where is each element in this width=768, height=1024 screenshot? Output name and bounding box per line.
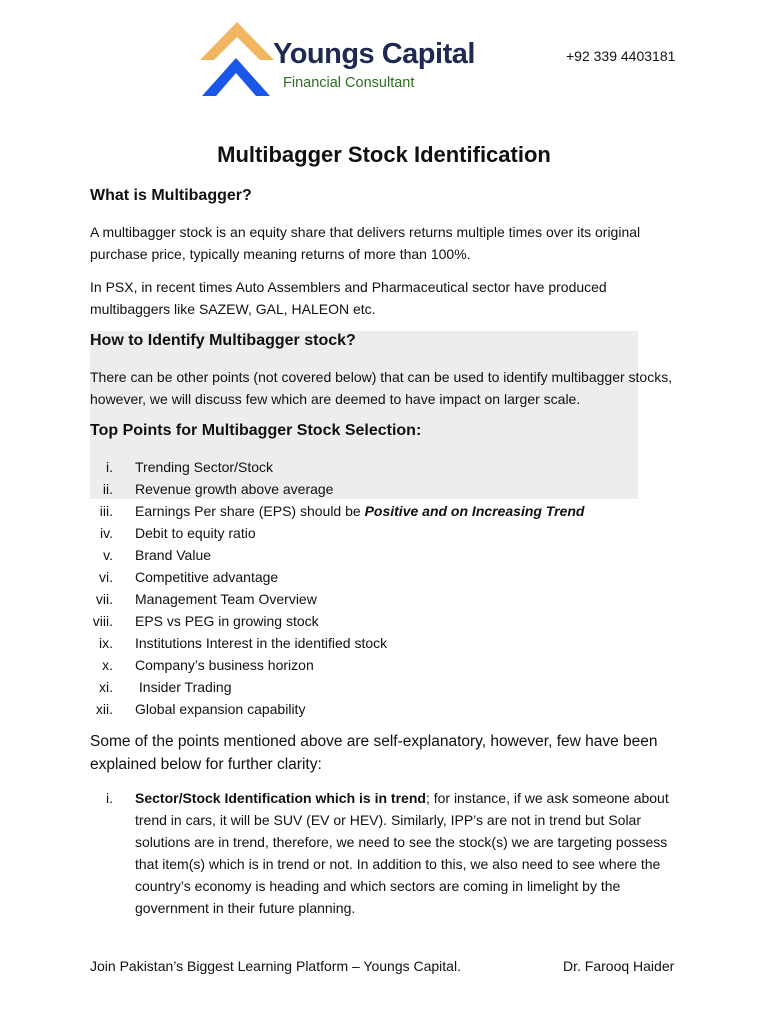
- list-text: EPS vs PEG in growing stock: [135, 613, 319, 629]
- list-emphasis: Positive and on Increasing Trend: [364, 503, 585, 519]
- logo-chevrons-icon: [200, 20, 275, 100]
- list-number: i.: [106, 459, 113, 475]
- list-number: i.: [106, 790, 113, 806]
- page-title: Multibagger Stock Identification: [217, 142, 551, 167]
- paragraph-identify-intro: There can be other points (not covered below) that can be used to identify multibagger stocks, however, we will discuss few which are deemed to have impact on larger scale.: [90, 369, 673, 407]
- company-logo: [200, 20, 490, 100]
- explanation-item: [135, 787, 680, 919]
- list-number: xii.: [95, 701, 113, 717]
- list-number: v.: [103, 547, 113, 563]
- footer-author: Dr. Farooq Haider: [563, 958, 675, 974]
- list-text: Insider Trading: [135, 679, 232, 695]
- list-number: iv.: [100, 525, 113, 541]
- list-number: x.: [102, 657, 113, 673]
- heading-what-is-multibagger: What is Multibagger?: [90, 187, 252, 204]
- list-number: vii.: [95, 591, 113, 607]
- explanation-text: ; for instance, if we ask someone about trend in cars, it will be SUV (EV or HEV). Similarly, IPP’s are not in trend but Solar solutions are in trend, therefore, we need to see the stock(s) we are targeting possess that item(s) which is in trend or not. In addition to this, we also need to see where the country’s economy is heading and which sectors are coming in limelight by the government in their future planning.: [135, 790, 669, 916]
- list-text: Brand Value: [135, 547, 212, 563]
- brand-tagline: Financial Consultant: [283, 75, 415, 91]
- paragraph-explanation-intro: Some of the points mentioned above are self-explanatory, however, few have been explained below for further clarity:: [90, 733, 658, 773]
- heading-top-points: Top Points for Multibagger Stock Selection:: [90, 422, 422, 439]
- list-text: Debit to equity ratio: [135, 525, 256, 541]
- list-text: Global expansion capability: [135, 701, 306, 717]
- list-text: Institutions Interest in the identified stock: [135, 635, 388, 651]
- list-number: viii.: [92, 613, 113, 629]
- phone-number: +92 339 4403181: [566, 48, 676, 64]
- list-number: iii.: [99, 503, 113, 519]
- list-text: Earnings Per share (EPS) should be: [135, 503, 365, 519]
- list-text: Trending Sector/Stock: [135, 459, 273, 475]
- list-number: ix.: [99, 635, 113, 651]
- paragraph-definition: A multibagger stock is an equity share that delivers returns multiple times over its original purchase price, typically meaning returns of more than 100%.: [90, 224, 641, 262]
- list-number: ii.: [102, 481, 113, 497]
- paragraph-psx-examples: In PSX, in recent times Auto Assemblers and Pharmaceutical sector have produced multibaggers like SAZEW, GAL, HALEON etc.: [90, 279, 607, 317]
- heading-how-to-identify: How to Identify Multibagger stock?: [90, 332, 356, 349]
- list-text: Management Team Overview: [135, 591, 317, 607]
- list-text: Competitive advantage: [135, 569, 279, 585]
- list-number: xi.: [99, 679, 113, 695]
- brand-name: Youngs Capital: [273, 38, 475, 70]
- list-number: vi.: [99, 569, 113, 585]
- list-text-with-emphasis: [135, 500, 584, 522]
- list-text: Company’s business horizon: [135, 657, 314, 673]
- footer-left: Join Pakistan’s Biggest Learning Platform – Youngs Capital.: [90, 958, 461, 974]
- explanation-bold: Sector/Stock Identification which is in trend: [135, 790, 426, 806]
- list-text: Revenue growth above average: [135, 481, 334, 497]
